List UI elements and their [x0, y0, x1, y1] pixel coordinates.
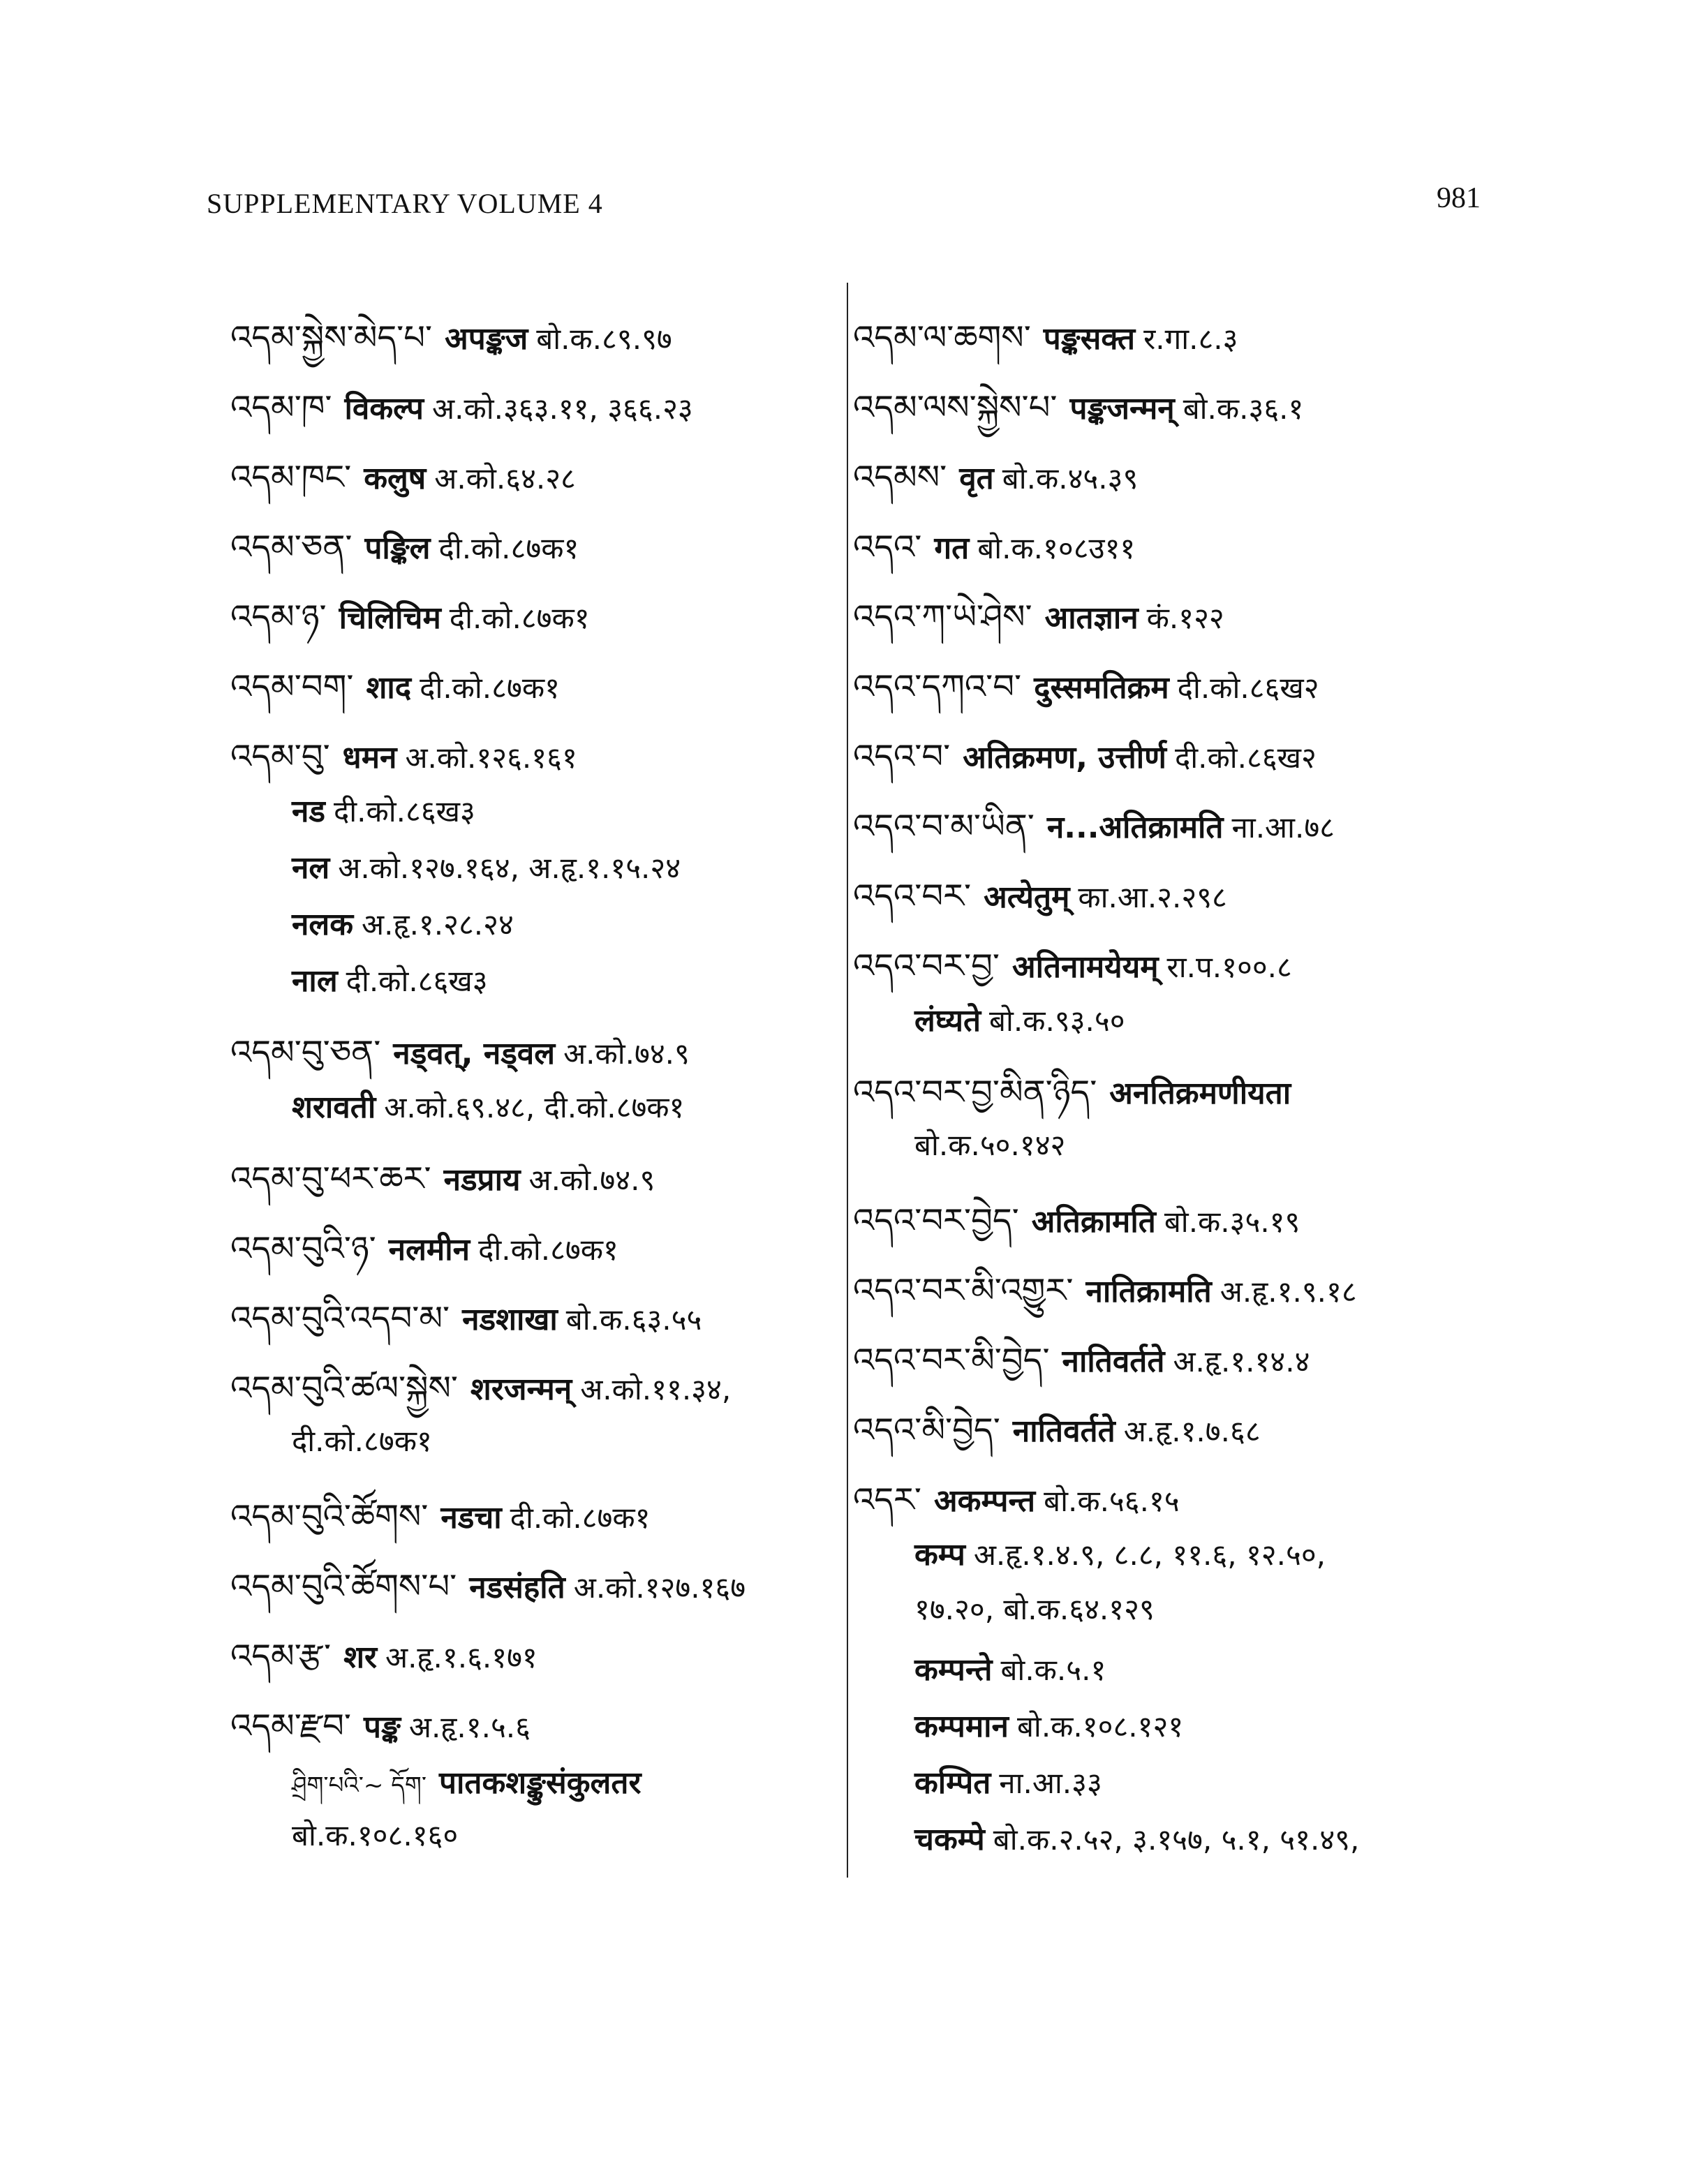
sanskrit-headword: शरावती: [292, 1090, 376, 1125]
tibetan-term: འདའ་: [853, 528, 922, 567]
dictionary-entry: [230, 719, 845, 789]
dictionary-entry: [230, 1281, 845, 1351]
source-reference: दी.को.८७क१: [449, 601, 590, 635]
sanskrit-headword: लंघ्यते: [914, 1003, 981, 1039]
source-reference: अ.हृ.१.५.६: [408, 1710, 531, 1744]
sanskrit-headword: अतिनामयेयम्: [1011, 949, 1159, 985]
source-reference: अ.को.६९.४८, दी.को.८७क१: [384, 1090, 685, 1124]
source-reference: बो.क.५.१: [1000, 1653, 1106, 1687]
tibetan-term: འདམ་ཁ་: [230, 388, 332, 427]
tibetan-term: འདའ་བར་མི་བྱེད་: [853, 1341, 1050, 1380]
sanskrit-headword: नड्वत्, नड्वल: [393, 1036, 556, 1071]
source-reference: अ.को.११.३४,: [580, 1372, 732, 1406]
source-reference: रा.प.१००.८: [1166, 950, 1292, 984]
sanskrit-headword: नलमीन: [388, 1232, 470, 1268]
sanskrit-headword: गत: [934, 530, 970, 566]
dictionary-entry: [853, 1323, 1467, 1392]
tibetan-term: འདམ་སྐྱེས་མེད་པ་: [230, 318, 433, 357]
sanskrit-headword: पङ्किल: [364, 530, 431, 566]
dictionary-entry: [230, 1619, 845, 1688]
sanskrit-headword: चकम्पे: [914, 1822, 985, 1857]
tibetan-term: འདའ་ཀ་ཡེ་ཤེས་: [853, 597, 1032, 637]
tibetan-term: འདམ་བུ་ཅན་: [230, 1033, 381, 1072]
sanskrit-headword: कम्पन्ते: [914, 1652, 993, 1688]
source-reference: अ.को.६४.२८: [434, 461, 576, 496]
source-reference: बो.क.६३.५५: [565, 1302, 702, 1337]
dictionary-entry: [853, 1392, 1467, 1462]
source-reference: ना.आ.३३: [999, 1766, 1102, 1800]
dictionary-entry: [853, 1760, 1467, 1817]
dictionary-entry: [853, 1647, 1467, 1704]
tibetan-term: འདམ་རྫབ་: [230, 1707, 351, 1746]
source-reference: दी.को.८६ख२: [1177, 671, 1319, 705]
sanskrit-headword: कम्प: [914, 1537, 965, 1573]
sanskrit-headword: अत्येतुम्: [984, 879, 1070, 915]
sanskrit-headword: धमन: [342, 740, 397, 775]
dictionary-entry: [230, 902, 845, 958]
source-reference: अ.हृ.१.७.६८: [1123, 1414, 1261, 1448]
source-reference: अ.को.१२७.१६४, अ.हृ.१.१५.२४: [338, 851, 681, 885]
dictionary-entry: [230, 579, 845, 649]
dictionary-entry: [853, 1183, 1467, 1253]
tibetan-term: འདམ་བུའི་འདབ་མ་: [230, 1299, 450, 1338]
tibetan-term: འདམ་རྩ་: [230, 1637, 332, 1676]
dictionary-entry: [230, 1479, 845, 1549]
dictionary-entry: [230, 1420, 845, 1479]
sanskrit-headword: नल: [292, 850, 330, 886]
sanskrit-headword: शरजन्मन्: [470, 1372, 572, 1407]
source-reference: दी.को.८६ख३: [346, 964, 488, 998]
source-reference: अ.को.७४.९: [528, 1163, 655, 1197]
tibetan-term: འདའ་བ་: [853, 737, 951, 776]
tibetan-term: འདམ་བུའི་ཚོགས་པ་: [230, 1567, 457, 1606]
source-reference: दी.को.८७क१: [420, 671, 560, 705]
tibetan-term: འདམ་བུའི་ཉ་: [230, 1229, 376, 1268]
dictionary-entry: [853, 1817, 1467, 1873]
dictionary-entry: [230, 1141, 845, 1211]
tibetan-term: འདམ་བུ་: [230, 737, 330, 776]
sanskrit-headword: नड: [292, 794, 325, 829]
tibetan-term: འདམ་ལས་སྐྱེས་པ་: [853, 388, 1058, 427]
sanskrit-headword: अपङ्कज: [445, 321, 528, 357]
dictionary-entry: [230, 1758, 845, 1815]
source-reference: बो.क.९३.५०: [989, 1004, 1125, 1038]
dictionary-entry: [230, 649, 845, 719]
tibetan-term: འདམ་བུའི་ཚལ་སྐྱེས་: [230, 1369, 458, 1408]
tibetan-term: འདམ་བུའི་ཚོགས་: [230, 1497, 429, 1536]
tibetan-term: འདམ་བུ་ཕར་ཆར་: [230, 1159, 431, 1198]
dictionary-entry: [853, 1253, 1467, 1323]
sanskrit-headword: नातिक्रामति: [1085, 1274, 1212, 1309]
tibetan-term: འདམ་ལ་ཆགས་: [853, 318, 1031, 357]
source-reference: दी.को.८७क१: [478, 1233, 618, 1267]
dictionary-entry: [230, 845, 845, 902]
source-reference: ना.आ.७८: [1231, 810, 1335, 845]
source-reference: अ.को.३६३.११, ३६६.२३: [432, 392, 693, 426]
tibetan-term: འདའ་བར་བྱ་: [853, 946, 1000, 986]
dictionary-entry: [853, 1704, 1467, 1760]
sanskrit-headword: अनतिक्रमणीयता: [1109, 1076, 1291, 1111]
dictionary-entry: [230, 370, 845, 440]
source-reference: दी.को.८७क१: [292, 1424, 432, 1458]
sanskrit-headword: अतिक्रामति: [1031, 1204, 1156, 1240]
dictionary-entry: [853, 1055, 1467, 1124]
source-reference: अ.हृ.१.६.१७१: [385, 1640, 538, 1674]
sanskrit-headword: नलक: [292, 907, 354, 942]
dictionary-entry: [230, 1549, 845, 1619]
dictionary-entry: [230, 300, 845, 370]
tibetan-term: འདམ་བག་: [230, 667, 354, 706]
dictionary-entry: [853, 440, 1467, 510]
dictionary-entry: [230, 1815, 845, 1873]
tibetan-phrase: ཤྲིག་པའི་~ དོག་: [292, 1771, 427, 1799]
tibetan-term: འདམ་ཅན་: [230, 528, 353, 567]
sanskrit-headword: आतज्ञान: [1044, 600, 1139, 636]
tibetan-term: འདའ་དཀའ་བ་: [853, 667, 1022, 706]
dictionary-entry: [230, 1015, 845, 1085]
dictionary-entry: [853, 928, 1467, 998]
sanskrit-headword: नडशाखा: [462, 1302, 558, 1337]
dictionary-entry: [853, 1124, 1467, 1183]
source-reference: अ.को.१२६.१६१: [405, 741, 577, 775]
source-reference: अ.को.१२७.१६७: [573, 1570, 746, 1605]
source-reference: अ.हृ.१.१४.४: [1173, 1344, 1310, 1379]
sanskrit-headword: अकम्पन्त: [934, 1483, 1036, 1519]
dictionary-entry: [853, 1532, 1467, 1589]
source-reference: अ.हृ.१.४.९, ८.८, ११.६, १२.५०,: [973, 1538, 1326, 1572]
sanskrit-headword: पातकशङ्कुसंकुलतर: [438, 1765, 642, 1801]
source-reference: बो.क.१०८.१६०: [292, 1818, 459, 1852]
sanskrit-headword: न...अतिक्रामति: [1046, 810, 1224, 845]
source-reference: दी.को.८६ख३: [333, 794, 475, 829]
dictionary-entry: [230, 1085, 845, 1141]
source-reference: र.गा.८.३: [1143, 322, 1238, 356]
tibetan-term: འདམས་: [853, 458, 947, 497]
sanskrit-headword: नातिवर्तते: [1012, 1413, 1115, 1449]
dictionary-entry: [230, 1688, 845, 1758]
tibetan-term: འདའ་བར་མི་འགྱུར་: [853, 1271, 1074, 1310]
tibetan-term: འདའ་བར་བྱ་མིན་ཉིད་: [853, 1073, 1097, 1112]
tibetan-term: འདའ་བ་མ་ཡིན་: [853, 807, 1035, 846]
tibetan-term: འདའ་མི་བྱེད་: [853, 1411, 1000, 1450]
source-reference: बो.क.२.५२, ३.१५७, ५.१, ५१.४९,: [993, 1822, 1360, 1857]
sanskrit-headword: कम्पित: [914, 1765, 991, 1801]
dictionary-entry: [853, 1589, 1467, 1647]
dictionary-entry: [853, 859, 1467, 928]
tibetan-term: འདར་: [853, 1480, 922, 1520]
sanskrit-headword: नातिवर्तते: [1062, 1344, 1165, 1379]
sanskrit-headword: विकल्प: [344, 391, 424, 426]
dictionary-entry: [853, 579, 1467, 649]
dictionary-entry: [230, 440, 845, 510]
source-reference: बो.क.३५.१९: [1164, 1205, 1300, 1239]
sanskrit-headword: पङ्कसक्त: [1043, 321, 1136, 357]
source-reference: का.आ.२.२९८: [1078, 880, 1227, 914]
source-reference: अ.हृ.१.९.१८: [1220, 1275, 1357, 1309]
tibetan-term: འདའ་བར་: [853, 877, 972, 916]
dictionary-entry: [230, 958, 845, 1015]
source-reference: दी.को.८७क१: [438, 531, 579, 565]
page-number: 981: [1437, 182, 1481, 214]
sanskrit-headword: अतिक्रमण, उत्तीर्ण: [963, 740, 1166, 775]
source-reference: बो.क.३६.१: [1183, 392, 1304, 426]
dictionary-entry: [853, 719, 1467, 789]
source-reference: बो.क.८९.९७: [536, 322, 672, 356]
source-reference: बो.क.५६.१५: [1044, 1484, 1180, 1518]
source-reference: बो.क.५०.१४२: [914, 1128, 1066, 1162]
dictionary-entry: [853, 370, 1467, 440]
sanskrit-headword: नाल: [292, 963, 338, 999]
sanskrit-headword: नडसंहति: [469, 1570, 565, 1605]
dictionary-entry: [230, 1351, 845, 1420]
sanskrit-headword: शाद: [366, 670, 412, 706]
source-reference: कं.१२२: [1146, 601, 1224, 635]
sanskrit-headword: चिलिचिम: [339, 600, 441, 636]
column-divider: [847, 283, 848, 1878]
tibetan-term: འདའ་བར་བྱེད་: [853, 1201, 1019, 1240]
dictionary-entry: [853, 998, 1467, 1055]
source-reference: दी.को.८७क१: [510, 1501, 651, 1535]
right-column: [853, 300, 1467, 1873]
tibetan-term: འདམ་ཁང་: [230, 458, 352, 497]
dictionary-entry: [230, 1211, 845, 1281]
sanskrit-headword: नडप्राय: [443, 1162, 521, 1198]
source-reference: दी.को.८६ख२: [1174, 741, 1317, 775]
dictionary-entry: [853, 649, 1467, 719]
dictionary-entry: [230, 510, 845, 579]
source-reference: अ.हृ.१.२८.२४: [362, 907, 514, 942]
sanskrit-headword: पङ्कजन्मन्: [1069, 391, 1175, 426]
source-reference: बो.क.४५.३९: [1002, 461, 1139, 496]
page-header: [207, 182, 1481, 229]
dictionary-entry: [853, 300, 1467, 370]
sanskrit-headword: कम्पमान: [914, 1709, 1009, 1744]
source-reference: बो.क.१०८उ११: [977, 531, 1136, 565]
sanskrit-headword: दुस्समतिक्रम: [1034, 670, 1169, 706]
left-column: [230, 300, 845, 1873]
dictionary-entry: [230, 789, 845, 845]
sanskrit-headword: नडचा: [440, 1500, 502, 1536]
sanskrit-headword: पङ्क: [364, 1709, 401, 1745]
sanskrit-headword: कलुष: [364, 461, 427, 496]
source-reference: बो.क.१०८.१२१: [1016, 1709, 1184, 1744]
sanskrit-headword: शर: [343, 1640, 377, 1675]
source-reference: अ.को.७४.९: [563, 1037, 690, 1071]
source-reference: १७.२०, बो.क.६४.१२९: [914, 1592, 1155, 1626]
dictionary-entry: [853, 789, 1467, 859]
tibetan-term: འདམ་ཉ་: [230, 597, 327, 637]
sanskrit-headword: वृत: [959, 461, 994, 496]
running-head: SUPPLEMENTARY VOLUME 4: [207, 188, 603, 219]
